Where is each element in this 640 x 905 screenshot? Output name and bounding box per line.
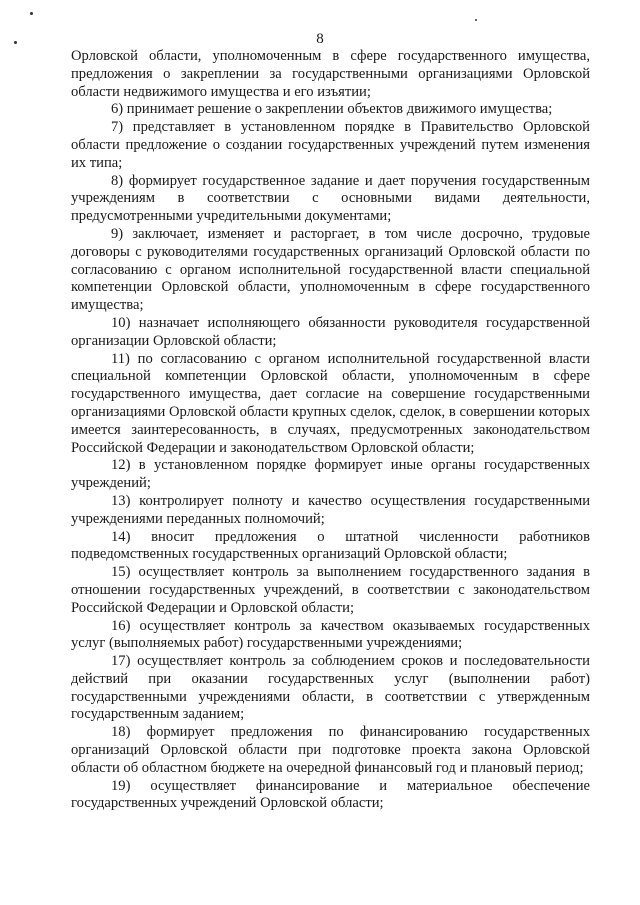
paragraph: 6) принимает решение о закреплении объектов движимого имущества; [111, 101, 553, 118]
paragraph: 17) осуществляет контроль за соблюдением сроков и последовательности действий при оказании государственных услуг (выполнении работ) государственными учреждениями области, в соответствии с утвержденным государственным заданием; [71, 653, 590, 723]
paragraph: 12) в установленном порядке формирует иные органы государственных учреждений; [71, 457, 590, 492]
paragraph: 18) формирует предложения по финансированию государственных организаций Орловской области при подготовке проекта закона Орловской области об областном бюджете на очередной финансовый год и плановый период; [71, 724, 590, 776]
paragraph: 15) осуществляет контроль за выполнением государственного задания в отношении государственных учреждений, в соответствии с законодательством Российской Федерации и Орловской области; [71, 564, 590, 616]
page-number: 8 [316, 31, 324, 47]
paragraph: 13) контролирует полноту и качество осуществления государственными учреждениями переданных полномочий; [71, 492, 590, 527]
paragraph: 11) по согласованию с органом исполнительной государственной власти специальной компетенции Орловской области, уполномоченным в сфере государственного имущества, дает согласие на совершение государственными организациями Орловской области крупных сделок, сделок, в совершении которых имеется заинтересованность, в случаях, предусмотренных законодательством Российской Федерации и законодательством Орловской области; [71, 350, 590, 456]
document-body [71, 48, 590, 813]
paragraph: Орловской области, уполномоченным в сфере государственного имущества, предложения о закреплении за государственными организациями Орловской области недвижимого имущества и его изъятии; [71, 48, 590, 100]
paragraph: 16) осуществляет контроль за качеством оказываемых государственных услуг (выполняемых работ) государственными учреждениями; [71, 617, 590, 652]
paragraph: 19) осуществляет финансирование и материальное обеспечение государственных учреждений Орловской области; [71, 777, 590, 812]
paragraph: 14) вносит предложения о штатной численности работников подведомственных государственных организаций Орловской области; [71, 528, 590, 563]
paragraph: 10) назначает исполняющего обязанности руководителя государственной организации Орловской области; [71, 314, 590, 349]
paragraph: 8) формирует государственное задание и дает поручения государственным учреждениям в соответствии с основными видами деятельности, предусмотренными учредительными документами; [71, 172, 590, 225]
scan-speck [475, 19, 477, 21]
scan-speck [30, 12, 33, 15]
paragraph: 9) заключает, изменяет и расторгает, в том числе досрочно, трудовые договоры с руководителями государственных организаций Орловской области по согласованию с органом исполнительной государственной власти специальной компетенции Орловской области, уполномоченным в сфере государственного имущества; [71, 225, 590, 314]
paragraph: 7) представляет в установленном порядке в Правительство Орловской области предложение о создании государственных учреждений путем изменения их типа; [71, 119, 590, 171]
